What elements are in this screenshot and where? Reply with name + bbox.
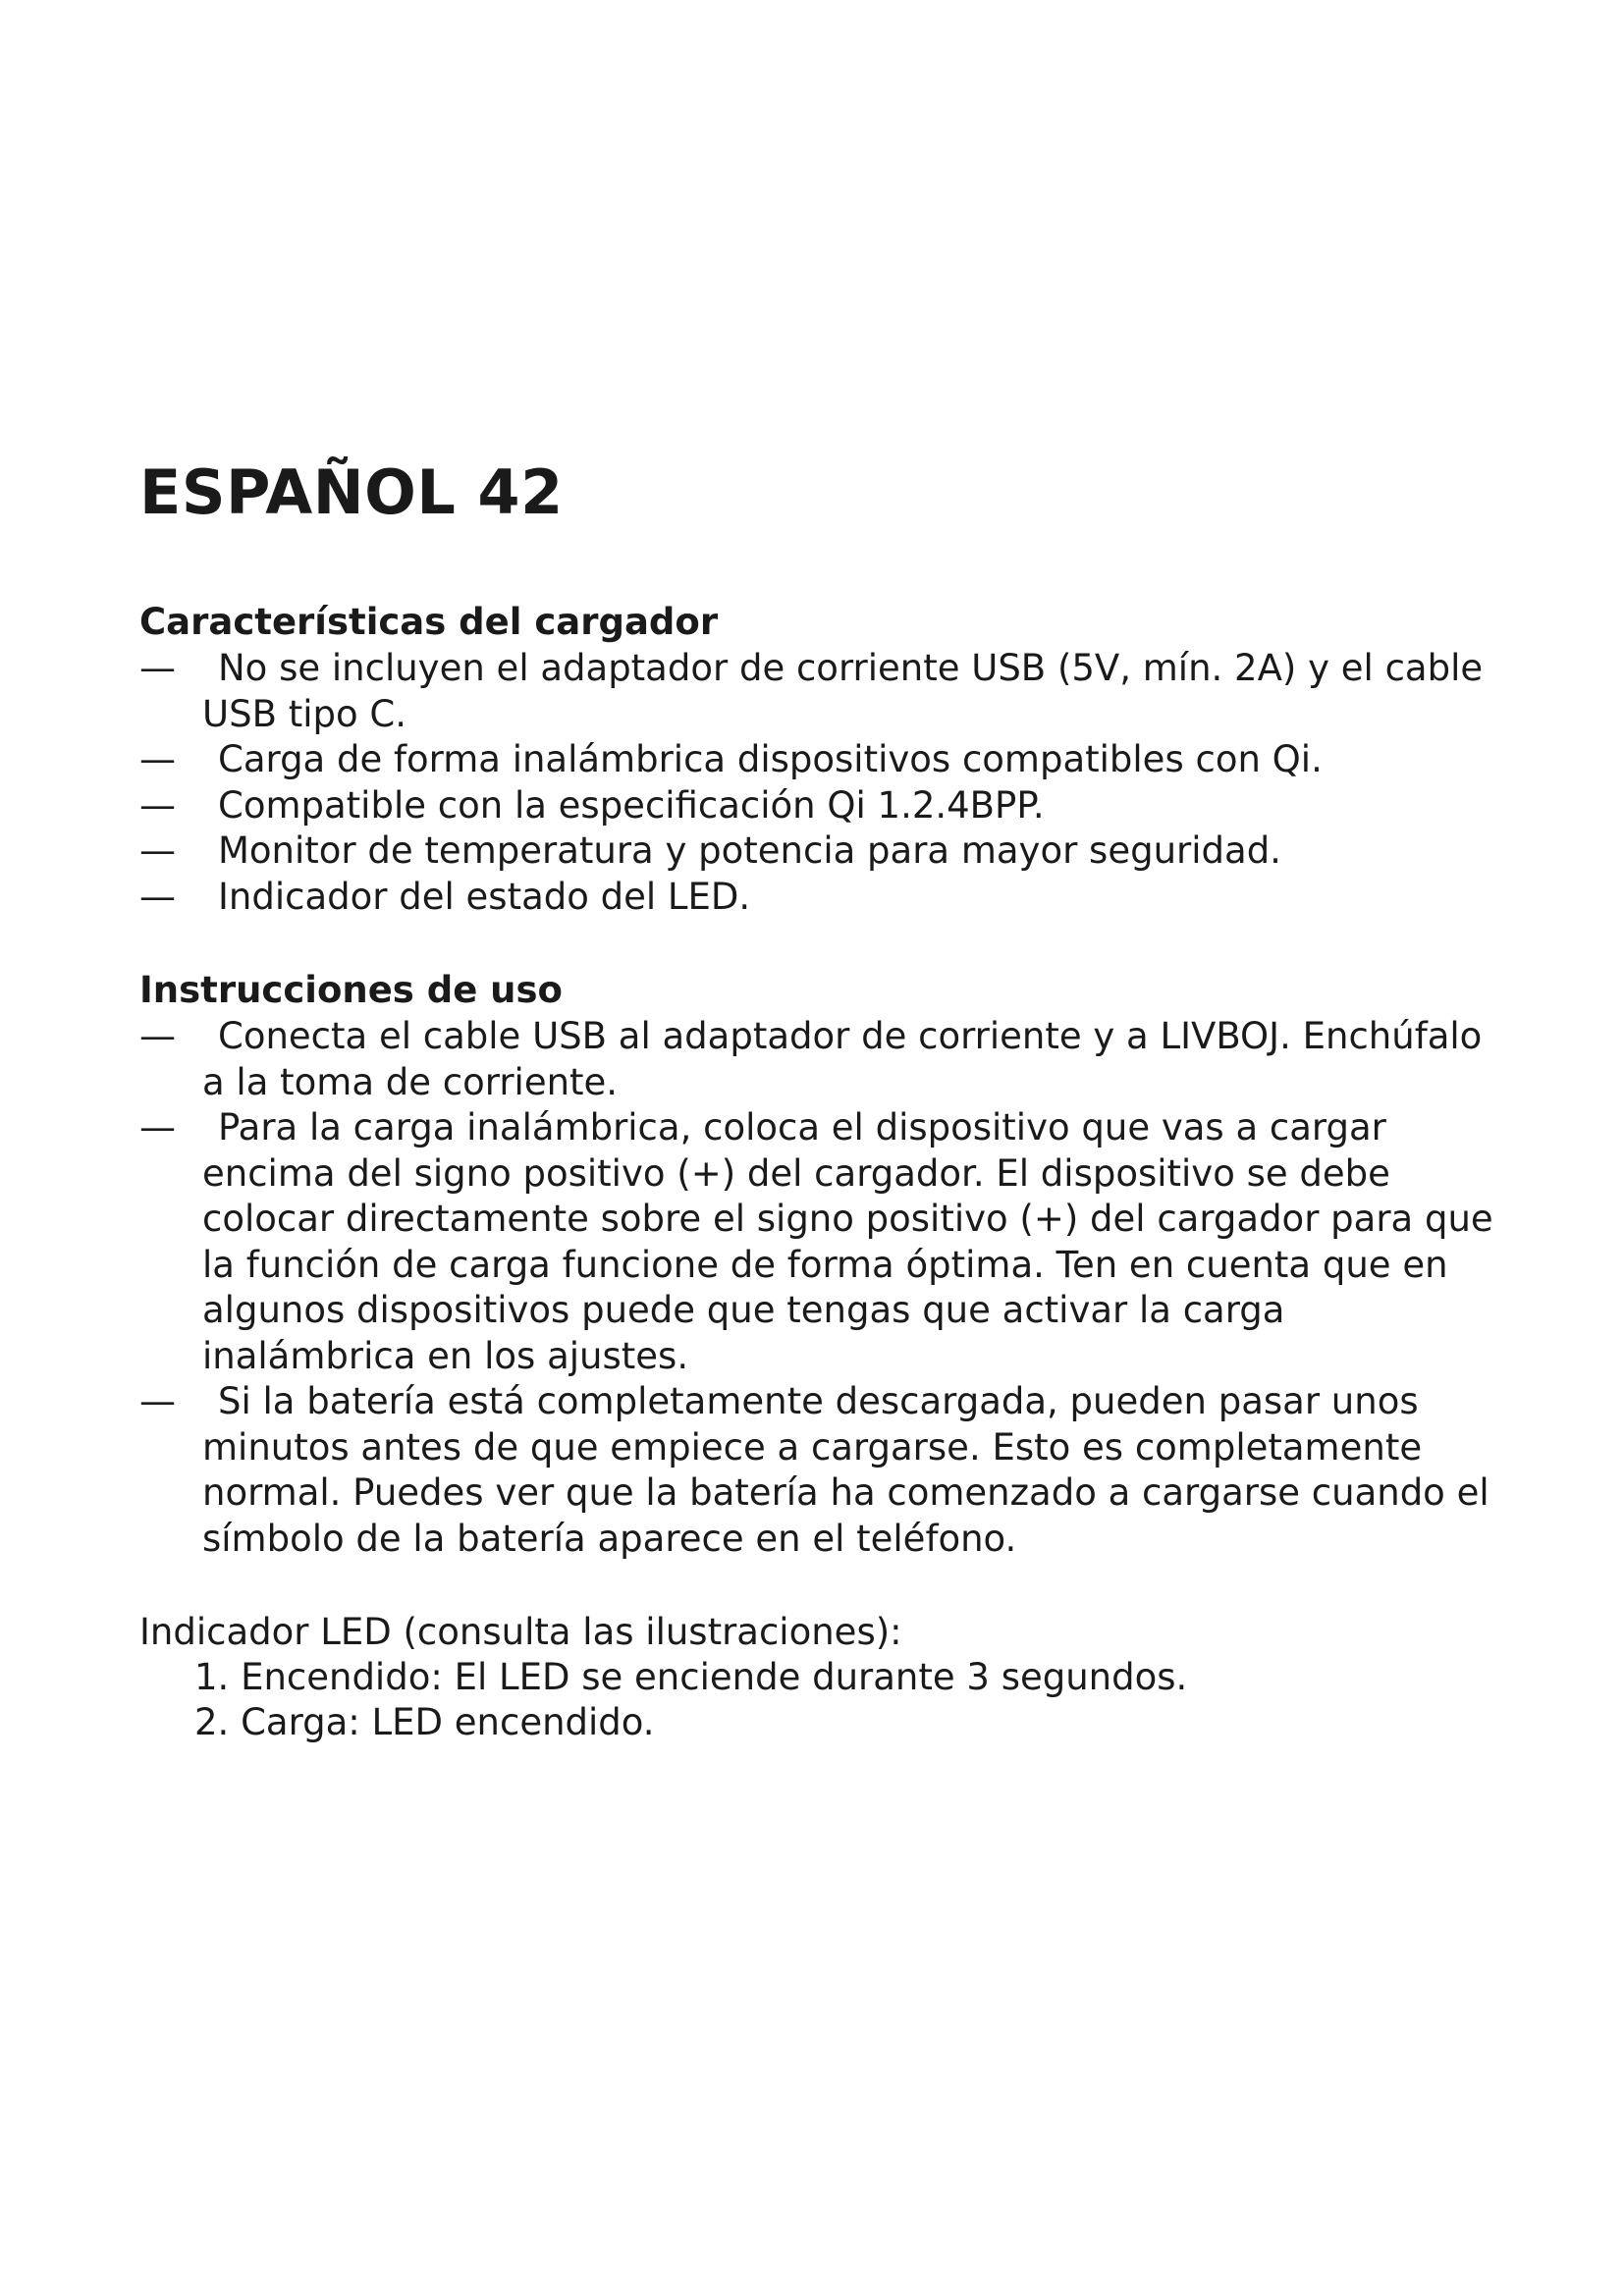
dash-bullet: — [139, 647, 176, 689]
dash-bullet: — [139, 783, 176, 827]
list-item [139, 783, 1504, 829]
list-item: 1. Encendido: El LED se enciende durante 3 segundos. [194, 1656, 1188, 1698]
instructions-list [139, 1014, 1504, 1562]
feature-text: Compatible con la especificación Qi 1.2.4BPP. [218, 783, 1045, 827]
list-item [139, 737, 1504, 783]
dash-bullet: — [139, 829, 176, 872]
dash-bullet: — [139, 1015, 176, 1057]
features-list [139, 646, 1504, 920]
list-item [139, 646, 1504, 737]
instruction-text: Para la carga inalámbrica, coloca el dispositivo que vas a cargar encima del signo positivo (+) del cargador. El dispositivo se debe colocar directamente sobre el signo positivo (+) del cargador para que la función de carga funcione de forma óptima. Ten en cuenta que en algunos dispositivos puede que tengas que activar la carga inalámbrica en los ajustes. [202, 1106, 1493, 1377]
feature-text: Carga de forma inalámbrica dispositivos compatibles con Qi. [218, 738, 1323, 780]
list-item: 2. Carga: LED encendido. [194, 1701, 655, 1743]
instructions-section [139, 967, 1504, 1562]
instruction-text: Si la batería está completamente descargada, pueden pasar unos minutos antes de que empiece a cargarse. Esto es completamente normal. Puedes ver que la batería ha comenzado a cargarse cuando el símbolo de la batería aparece en el teléfono. [202, 1380, 1489, 1560]
document-page [139, 454, 1504, 1745]
led-intro: Indicador LED (consulta las ilustraciones): [139, 1611, 902, 1653]
dash-bullet: — [139, 738, 176, 780]
led-list [139, 1655, 1504, 1745]
instruction-text: Conecta el cable USB al adaptador de corriente y a LIVBOJ. Enchúfalo a la toma de corriente. [202, 1015, 1483, 1103]
feature-text: Monitor de temperatura y potencia para mayor seguridad. [218, 829, 1281, 872]
feature-text: Indicador del estado del LED. [218, 875, 751, 918]
features-heading: Características del cargador [139, 601, 719, 643]
features-section [139, 599, 1504, 920]
dash-bullet: — [139, 1106, 176, 1148]
instructions-heading: Instrucciones de uso [139, 969, 563, 1011]
list-item [139, 1014, 1504, 1105]
list-item [139, 1379, 1504, 1562]
dash-bullet: — [139, 1380, 176, 1422]
dash-bullet: — [139, 875, 176, 918]
list-item [139, 875, 1504, 921]
list-item [139, 828, 1504, 875]
feature-text: No se incluyen el adaptador de corriente USB (5V, mín. 2A) y el cable USB tipo C. [202, 647, 1484, 735]
list-item [139, 1105, 1504, 1379]
page-title: ESPAÑOL 42 [139, 456, 564, 528]
led-indicator-section [139, 1609, 1504, 1745]
